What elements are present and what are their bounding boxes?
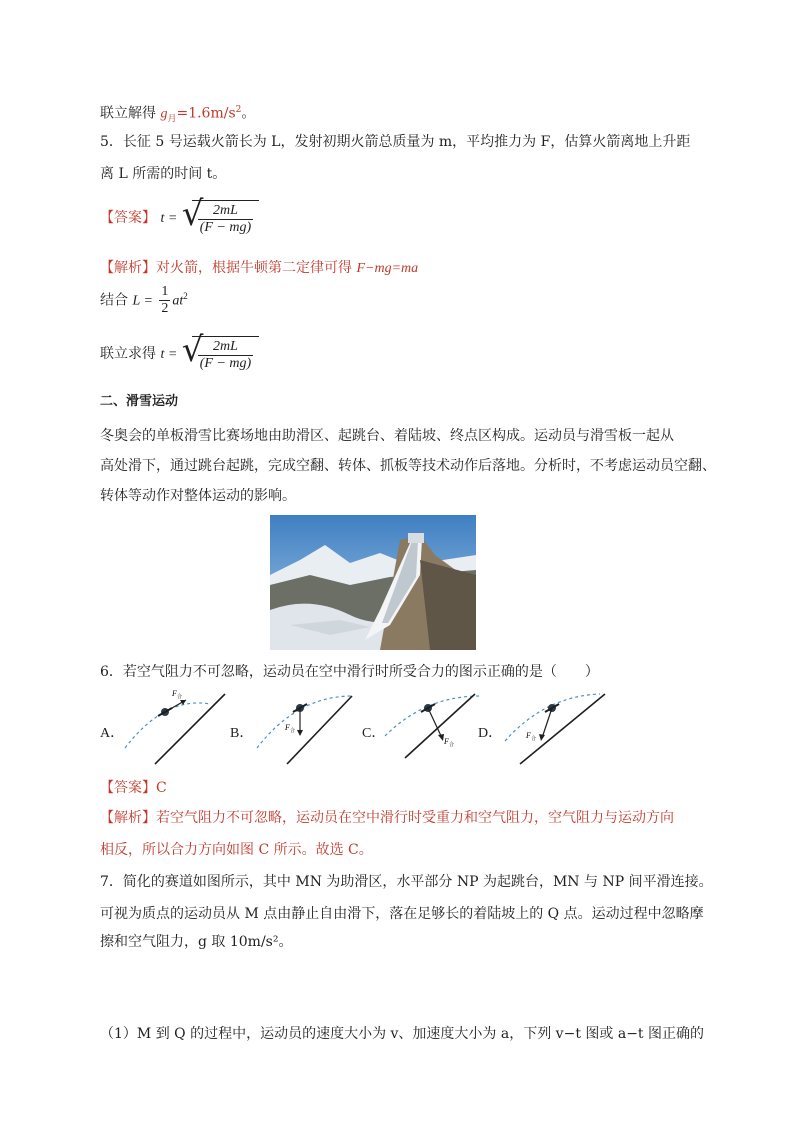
svg-text:F: F xyxy=(172,689,177,698)
svg-text:F: F xyxy=(526,731,531,740)
section-para-line1: 冬奥会的单板滑雪比赛场地由助滑区、起跳台、着陆坡、终点区构成。运动员与滑雪板一起从 xyxy=(100,428,674,444)
q5-combine: 结合 L = $\frac{1}{2}$ $at^2$ xyxy=(100,284,188,316)
q5-text-line2: 离 L 所需的时间 t。 xyxy=(100,166,227,182)
ski-jump-photo xyxy=(270,515,476,650)
option-a-label[interactable]: A． xyxy=(100,726,125,741)
option-c-figure[interactable] xyxy=(380,686,495,766)
option-d-label[interactable]: D． xyxy=(478,726,503,741)
q7-text-line3: 擦和空气阻力，g 取 10m/s²。 xyxy=(100,934,293,950)
q5-answer: 【答案】 t = √ $\frac{2mL}{(F - mg)}$ xyxy=(100,200,259,244)
q7-sub1: （1）M 到 Q 的过程中，运动员的速度大小为 v、加速度大小为 a，下列 v−t 图或 a−t 图正确的 xyxy=(100,1026,704,1042)
q6-analysis-line1: 【解析】若空气阻力不可忽略，运动员在空中滑行时受重力和空气阻力，空气阻力与运动方向 xyxy=(100,810,674,826)
option-a-figure[interactable] xyxy=(120,686,235,766)
q7-text-line1: 7．简化的赛道如图所示，其中 MN 为助滑区，水平部分 NP 为起跳台，MN 与 NP 间平滑连接。 xyxy=(100,874,713,890)
option-b-figure[interactable] xyxy=(252,686,367,766)
svg-text:F: F xyxy=(444,737,449,746)
q5-analysis: 【解析】对火箭，根据牛顿第二定律可得 F−mg=ma xyxy=(100,260,419,276)
section-heading: 二、滑雪运动 xyxy=(100,394,179,409)
q5-text-line1: 5．长征 5 号运载火箭长为 L，发射初期火箭总质量为 m，平均推力为 F，估算火箭离地上升距 xyxy=(100,134,691,150)
option-c-label[interactable]: C． xyxy=(362,726,386,741)
svg-text:合: 合 xyxy=(290,728,296,734)
option-b-label[interactable]: B． xyxy=(230,726,254,741)
svg-text:合: 合 xyxy=(449,742,455,748)
q6-question: 6．若空气阻力不可忽略，运动员在空中滑行时所受合力的图示正确的是（ ） xyxy=(100,664,599,680)
q5-solve: 联立求得 t = √ $\frac{2mL}{(F - mg)}$ xyxy=(100,336,259,380)
q6-answer: 【答案】C xyxy=(100,780,167,796)
svg-text:F: F xyxy=(285,723,290,732)
svg-text:合: 合 xyxy=(177,694,183,700)
section-para-line2: 高处滑下，通过跳台起跳，完成空翻、转体、抓板等技术动作后落地。分析时，不考虑运动员空翻、 xyxy=(100,458,716,474)
svg-text:合: 合 xyxy=(531,736,537,742)
q7-text-line2: 可视为质点的运动员从 M 点由静止自由滑下，落在足够长的着陆坡上的 Q 点。运动过程中忽略摩 xyxy=(100,906,704,922)
section-para-line3: 转体等动作对整体运动的影响。 xyxy=(100,488,296,504)
q6-analysis-line2: 相反，所以合力方向如图 C 所示。故选 C。 xyxy=(100,842,373,858)
sqrt-expression: √ $\frac{2mL}{(F - mg)}$ xyxy=(182,200,259,236)
option-d-figure[interactable] xyxy=(500,686,615,766)
result-line-g-moon: 联立解得 $g_月=1.6m/s^2$。 xyxy=(100,105,256,125)
